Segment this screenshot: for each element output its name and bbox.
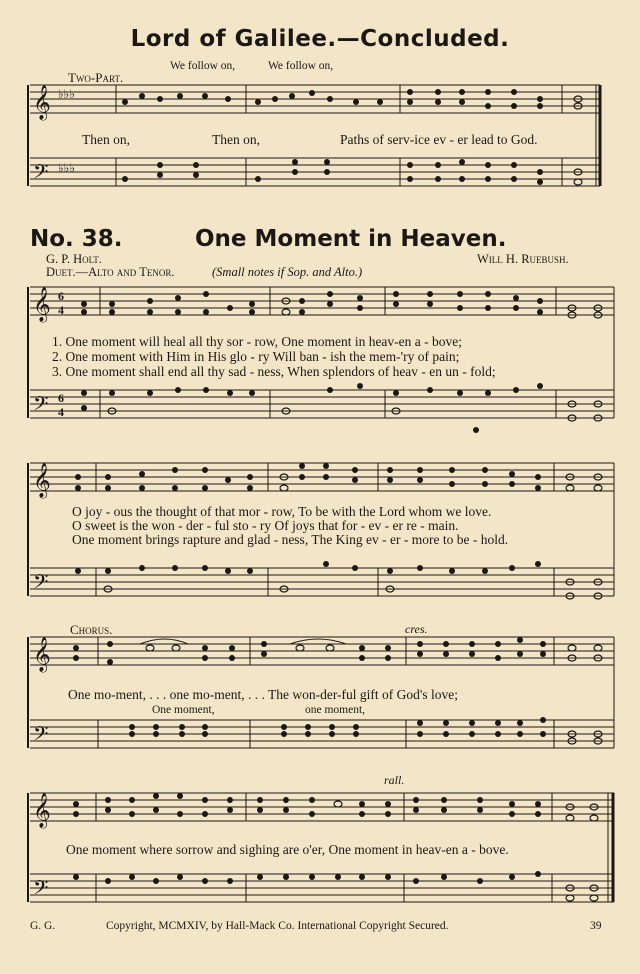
- lyric-then-on-1: Then on,: [82, 132, 130, 147]
- svg-text:♭♭♭: ♭♭♭: [58, 161, 75, 175]
- verse-3-line-2: One moment brings rapture and glad - ness, The King ev - er - more to be - hold.: [72, 532, 509, 547]
- verse-2-line-1: 2. One moment with Him in His glo - ry Will ban - ish the mem-'ry of pain;: [52, 349, 460, 364]
- lyricist-name: G. P. Holt.: [46, 252, 102, 266]
- svg-text:4: 4: [58, 303, 64, 317]
- cue-we-follow-on-left: We follow on,: [170, 60, 236, 72]
- chorus-label: Chorus.: [70, 622, 113, 637]
- lyric-paths-of-service: Paths of serv-ice ev - er lead to God.: [340, 132, 538, 147]
- svg-text:𝄞: 𝄞: [33, 86, 51, 119]
- svg-text:𝄢: 𝄢: [33, 724, 49, 750]
- svg-text:𝄢: 𝄢: [33, 162, 49, 188]
- svg-text:𝄞: 𝄞: [33, 288, 51, 321]
- svg-text:𝄞: 𝄞: [33, 794, 51, 827]
- chorus-lyric-line-2: One moment where sorrow and sighing are o'er, One moment in heav-en a - bove.: [66, 842, 509, 857]
- svg-text:𝄢: 𝄢: [33, 572, 49, 598]
- svg-text:6: 6: [58, 289, 64, 303]
- duet-note: (Small notes if Sop. and Alto.): [212, 265, 363, 279]
- svg-text:4: 4: [58, 405, 64, 419]
- lyric-then-on-2: Then on,: [212, 132, 260, 147]
- part-label-two-part: Two-Part.: [68, 70, 124, 85]
- hymn-number: No. 38.: [30, 226, 123, 252]
- page-title-concluded: Lord of Galilee.—Concluded.: [130, 26, 510, 52]
- cres-marking: cres.: [405, 622, 428, 636]
- hymn-title: One Moment in Heaven.: [195, 226, 507, 252]
- svg-text:♭♭♭: ♭♭♭: [58, 87, 75, 101]
- composer-name: Will H. Ruebush.: [477, 252, 569, 266]
- chorus-lyric-line-1: One mo-ment, . . . one mo-ment, . . . The won-der-ful gift of God's love;: [68, 687, 458, 702]
- svg-text:𝄢: 𝄢: [33, 878, 49, 904]
- verse-1-line-1: 1. One moment will heal all thy sor - row, One moment in heav-en a - bove;: [52, 334, 463, 349]
- verse-1-line-2: O joy - ous the thought of that mor - row, To be with the Lord whom we love.: [72, 504, 492, 519]
- footer-left-code: G. G.: [30, 920, 56, 932]
- svg-text:𝄢: 𝄢: [33, 394, 49, 420]
- verse-2-line-2: O sweet is the won - der - ful sto - ry Of joys that for - ev - er re - main.: [72, 518, 459, 533]
- verse-3-line-1: 3. One moment shall end all thy sad - ness, When splendors of heav - en un - fold;: [52, 364, 496, 379]
- duet-label: Duet.—Alto and Tenor.: [46, 265, 175, 279]
- svg-text:6: 6: [58, 391, 64, 405]
- page-number: 39: [590, 920, 602, 932]
- cue-we-follow-on-right: We follow on,: [268, 60, 334, 72]
- rall-marking: rall.: [384, 773, 405, 787]
- bass-cue-one-moment: One moment,: [152, 704, 215, 716]
- bass-cue-one-moment-2: one moment,: [305, 704, 366, 716]
- copyright-notice: Copyright, MCMXIV, by Hall-Mack Co. International Copyright Secured.: [106, 920, 449, 932]
- svg-text:𝄞: 𝄞: [33, 464, 51, 497]
- svg-text:𝄞: 𝄞: [33, 638, 51, 671]
